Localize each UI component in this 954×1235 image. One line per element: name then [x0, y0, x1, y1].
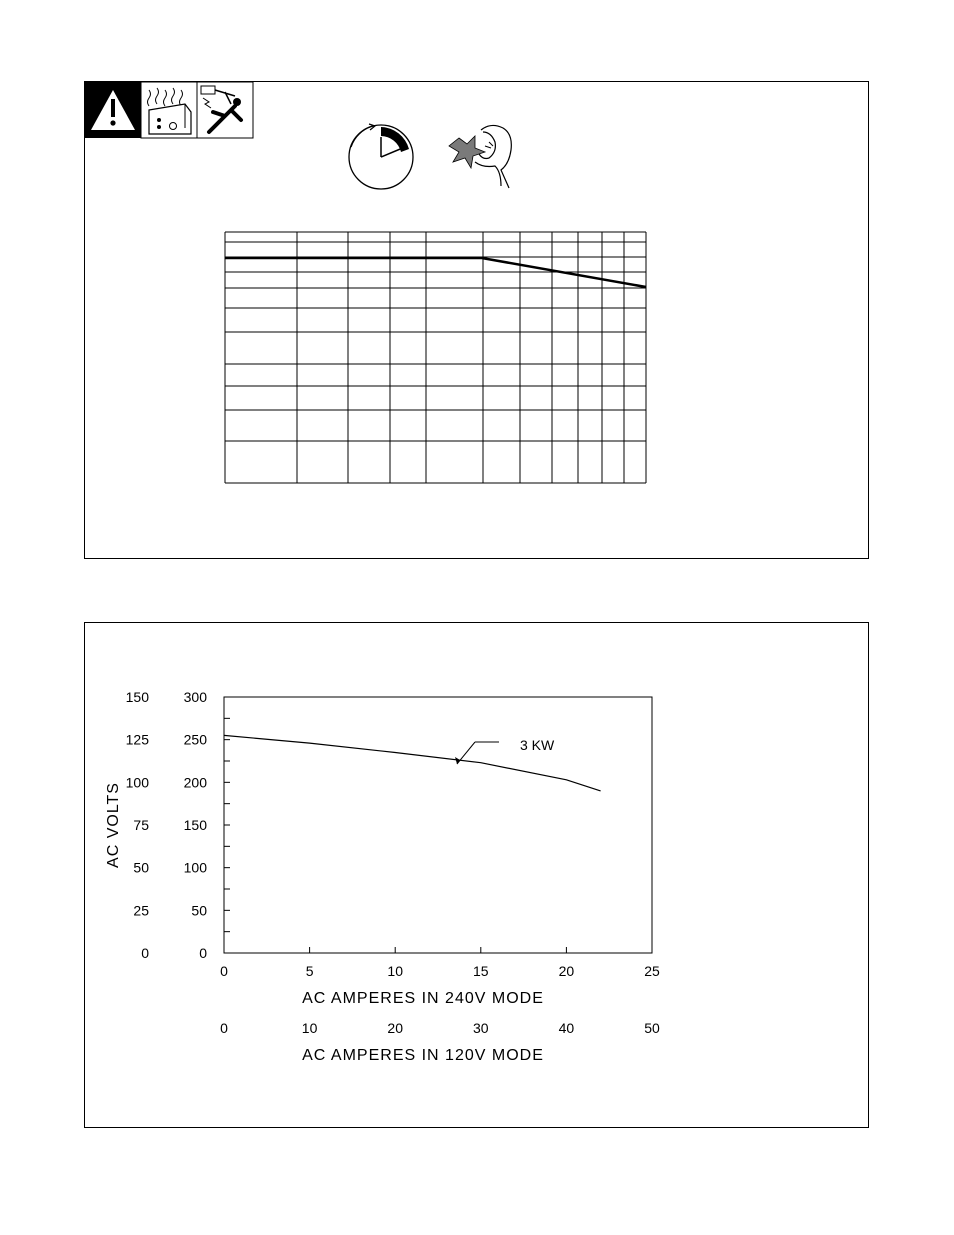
x-primary-tick-label: 25 [644, 963, 660, 979]
y-secondary-tick-label: 75 [133, 817, 149, 833]
x-primary-tick-label: 0 [220, 963, 228, 979]
y-primary-tick-label: 200 [183, 774, 207, 791]
x-axis-ticks [224, 947, 652, 953]
y-secondary-tick-label: 150 [125, 689, 149, 705]
y-primary-tick-label: 0 [199, 945, 207, 961]
volt-ampere-chart [85, 623, 870, 1129]
warning-triangle-icon [85, 82, 141, 138]
x-secondary-tick-label: 40 [558, 1020, 575, 1036]
y-primary-tick-label: 250 [183, 731, 207, 748]
y-primary-tick-label: 150 [183, 817, 207, 833]
x-axis-primary-title: AC AMPERES IN 240V MODE [302, 990, 544, 1007]
y-secondary-tick-label: 125 [125, 731, 149, 748]
x-axis-primary-labels [220, 963, 660, 979]
overheating-equipment-icon [141, 82, 197, 138]
series-annotation [455, 737, 555, 764]
y-primary-tick-label: 100 [183, 859, 207, 876]
x-axis-secondary-labels [220, 1020, 660, 1036]
y-secondary-tick-label: 25 [133, 902, 149, 919]
y-primary-tick-label: 50 [191, 902, 207, 919]
y-secondary-tick-label: 50 [133, 859, 149, 876]
x-secondary-tick-label: 30 [473, 1020, 489, 1036]
duty-cycle-panel [84, 81, 869, 559]
x-secondary-tick-label: 10 [301, 1020, 318, 1036]
y-primary-tick-label: 300 [183, 689, 207, 705]
x-axis-secondary-title: AC AMPERES IN 120V MODE [302, 1047, 544, 1064]
plot-frame [224, 697, 652, 953]
y-secondary-tick-label: 100 [125, 774, 149, 791]
y-axis-secondary-labels [126, 689, 150, 961]
y-axis-title: AC VOLTS [105, 782, 122, 868]
x-primary-tick-label: 20 [558, 963, 575, 979]
electric-shock-icon [197, 82, 253, 138]
x-primary-tick-label: 10 [387, 963, 403, 979]
duty-cycle-clock-icon [349, 124, 413, 189]
y-secondary-tick-label: 0 [141, 945, 149, 961]
x-secondary-tick-label: 50 [644, 1020, 660, 1036]
x-secondary-tick-label: 20 [387, 1020, 403, 1036]
x-primary-tick-label: 5 [305, 963, 314, 979]
duty-cycle-figure [85, 82, 870, 560]
welder-with-arc-icon [449, 125, 511, 188]
annotation-arrowhead [455, 757, 460, 764]
x-primary-tick-label: 15 [473, 963, 489, 979]
y-axis-primary-labels [184, 689, 208, 961]
series-label-3kw: 3 KW [520, 737, 555, 753]
duty-cycle-grid [225, 232, 646, 483]
x-secondary-tick-label: 0 [220, 1020, 228, 1036]
volt-ampere-panel [84, 622, 869, 1128]
